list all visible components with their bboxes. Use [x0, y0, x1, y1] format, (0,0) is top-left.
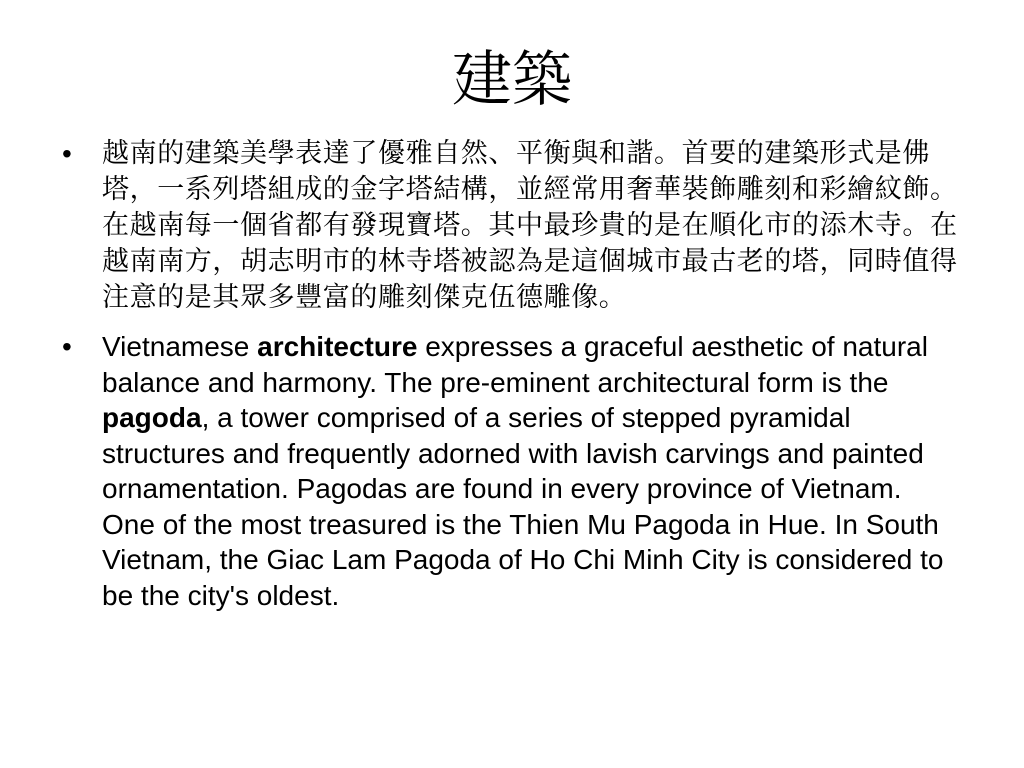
- bullet-item-english: [62, 329, 962, 613]
- slide-title: 建築: [452, 45, 572, 115]
- bullet-text-english-part-1: Vietnamese: [102, 331, 258, 362]
- bullet-list: [62, 136, 962, 613]
- bullet-dot-icon: •: [62, 138, 73, 169]
- bullet-text-english-part-3: , a tower comprised of a series of stepped pyramidal structures and frequently adorned with lavish carvings and painted ornamentation. Pagodas are found in every province of Vietnam. One of the most treasured is the Thien Mu Pagoda in Hue. In South Vietnam, the Giac Lam Pagoda of Ho Chi Minh City is considered to be the city's oldest.: [102, 402, 944, 611]
- bullet-item-chinese: [62, 136, 962, 316]
- bullet-text-chinese: 越南的建築美學表達了優雅自然、平衡與和諧。首要的建築形式是佛塔，一系列塔組成的金字塔結構，並經常用奢華裝飾雕刻和彩繪紋飾。在越南每一個省都有發現寶塔。其中最珍貴的是在順化市的添木寺。在越南南方，胡志明市的林寺塔被認為是這個城市最古老的塔，同時值得注意的是其眾多豐富的雕刻傑克伍德雕像。: [102, 138, 958, 313]
- bullet-text-english-part-2: expresses a graceful aesthetic of natural balance and harmony. The pre-eminent architectural form is the: [102, 331, 928, 398]
- term-pagoda: pagoda: [102, 402, 202, 433]
- bullet-dot-icon: •: [62, 331, 72, 362]
- term-architecture: architecture: [257, 331, 418, 362]
